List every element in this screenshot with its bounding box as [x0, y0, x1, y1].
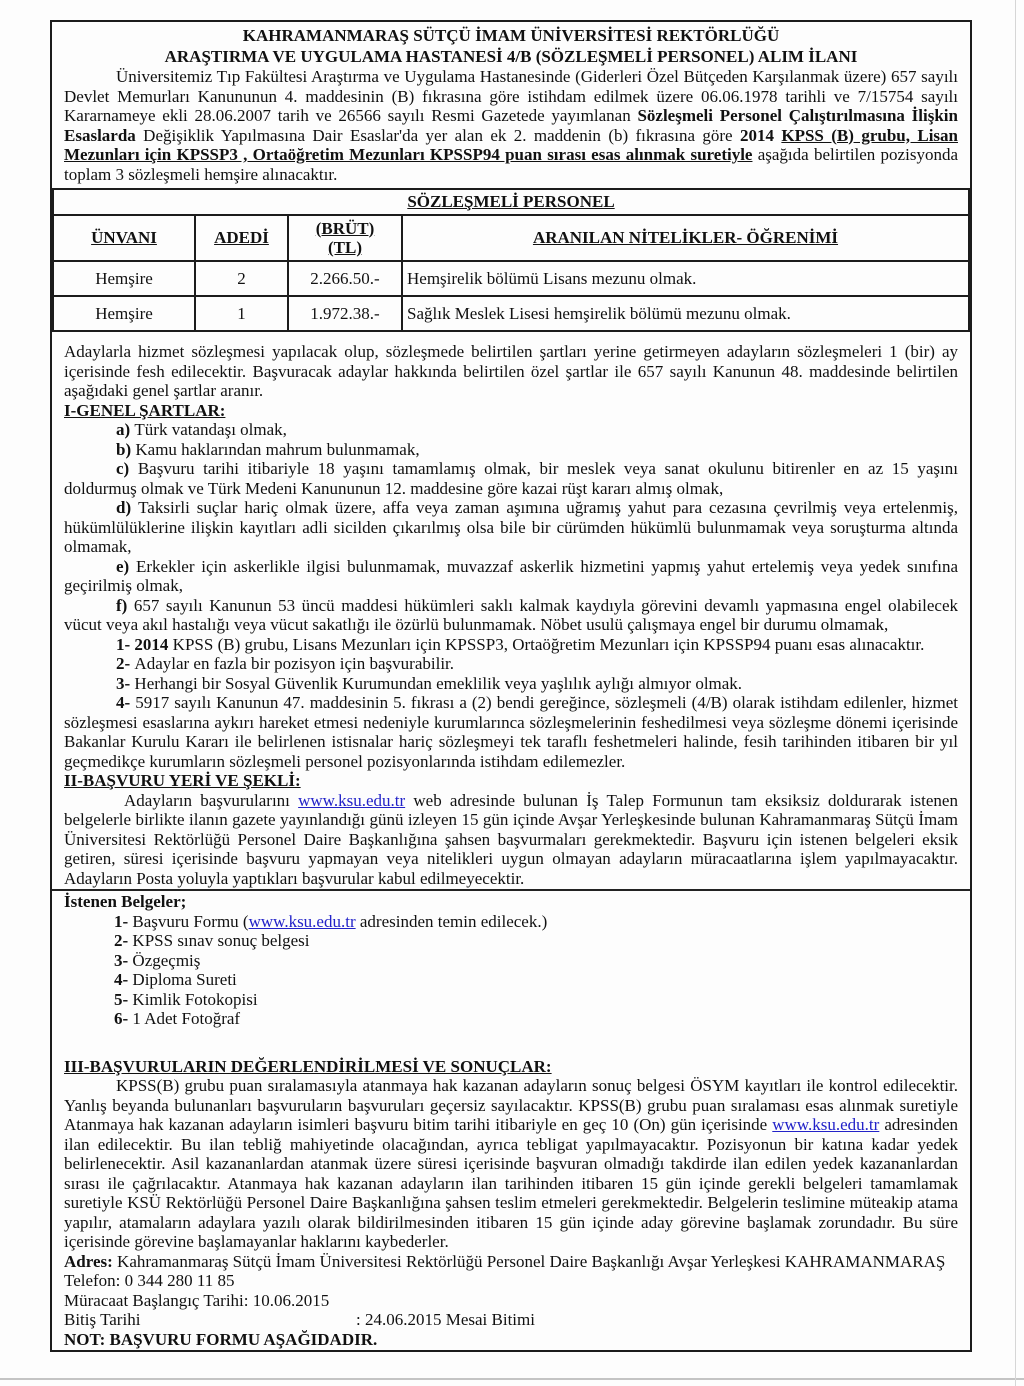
col-header-nitelikler: ARANILAN NİTELİKLER- ÖĞRENİMİ: [402, 215, 969, 261]
general-item-f: [64, 596, 958, 635]
personnel-table: [52, 188, 970, 332]
cell-requirement: Hemşirelik bölümü Lisans mezunu olmak.: [402, 261, 969, 296]
text-segment: Adres:: [64, 1251, 118, 1271]
text-segment: Türk vatandaşı olmak,: [134, 420, 287, 439]
document-item-2: [64, 931, 958, 951]
general-item-3: [64, 674, 958, 694]
general-item-c: [64, 459, 958, 498]
table-header-row: [53, 215, 969, 261]
text-segment: adresinden temin edilecek.): [355, 911, 548, 931]
application-paragraph: [64, 791, 958, 889]
text-segment: f): [116, 595, 134, 615]
text-segment: 5917 sayılı Kanunun 47. maddesinin 5. fıkrası a (2) bendi gereğince, sözleşmeli (4/B) olarak istihdam edilenler, hizmet sözleşmesi esaslarına aykırı hareket etmesi nedeniyle kurumlarınca sözleşmelerinin feshedilmesi veya sözleşme dönemi içerisinde Bakanlar Kurulu Kararı ile belirlenen istisnalar hariç sözleşmeyi tek taraflı feshetmeleri halinde, fesih tarihinden itibaren bir yıl geçmedikçe kurumların sözleşmeli personel pozisyonlarında istihdam edilemezler.: [64, 693, 958, 771]
doc-title-line2: ARAŞTIRMA VE UYGULAMA HASTANESİ 4/B (SÖZLEŞMELİ PERSONEL) ALIM İLANI: [164, 47, 858, 66]
text-segment: 1-: [114, 911, 133, 931]
text-segment: d): [116, 498, 139, 517]
col-header-brut: (BRÜT) (TL): [288, 215, 402, 261]
text-segment: 1 Adet Fotoğraf: [132, 1009, 241, 1028]
general-item-a: [64, 420, 958, 440]
text-segment: adresinden ilan edilecektir. Bu ilan tebliğ mahiyetinde olacağından, ayrıca tebligat yapılmayacaktır. Pozisyonun bir katına kadar yedek belirlenecektir. Asil kazananlardan atanmak üzere süresi içerisinde başvuran olmadığı takdirde ilan edilen yedek kazananlardan sırası ile çağrılacaktır. Atanmaya hak kazanan adayların ilan tarihinden itibaren 15 gün içinde gerekli belgeleri tamamlamak suretiyle KSÜ Rektörlüğü Personel Daire Başkanlığına şahsen teslim etmeleri gerekmektedir. Belgelerin teslimine müteakip atama yapılır, atamaların adaylara yazılı olarak bildirilmesinden itibaren 15 gün içinde aday görevine başlamak zorundadır. Bu süre içerisinde görevine başlamayanlar haklarını kaybederler.: [64, 1115, 958, 1251]
text-segment: 5-: [114, 989, 133, 1009]
address-line: [64, 1252, 958, 1272]
doc-title-line1: KAHRAMANMARAŞ SÜTÇÜ İMAM ÜNİVERSİTESİ REKTÖRLÜĞÜ: [242, 26, 780, 45]
section-heading-evaluation: III-BAŞVURULARIN DEĞERLENDİRİLMESİ VE SONUÇLAR:: [64, 1056, 552, 1076]
text-segment: 1- 2014: [116, 634, 173, 654]
text-segment: 4-: [114, 970, 133, 989]
text-segment: web adresinde bulunan İş Talep Formunun tam eksiksiz doldurarak istenen belgelerle birlikte ilanın gazete yayınlandığı günü izleyen 15 gün içinde Avşar Yerleşkesinde bulunan Kahramanmaraş Sütçü İmam Üniversitesi Rektörlüğü Personel Daire Başkanlığına şahsen başvurmaları gerekmektedir. Başvuru için istenen belgeleri eksik getiren, süresi içerisinde başvuru yapmayan veya nitelikleri uygun olmayan adayların müracaatlarına işlem yapılmayacaktır. Adayların Posta yoluyla yaptıkları başvurular kabul edilmeyecektir.: [64, 790, 958, 888]
cell-count: 1: [195, 296, 288, 331]
col-header-adedi: ADEDİ: [195, 215, 288, 261]
section-heading-application: II-BAŞVURU YERİ VE ŞEKLİ:: [64, 771, 301, 790]
cell-salary: 2.266.50.-: [288, 261, 402, 296]
text-segment: KPSS sınav sonuç belgesi: [132, 931, 310, 950]
document-item-1: [64, 912, 958, 932]
start-date-line: Müracaat Başlangıç Tarihi: 10.06.2015: [64, 1290, 330, 1310]
general-item-e: [64, 557, 958, 596]
scan-bottom-line: [0, 1378, 1024, 1380]
end-date-line: [64, 1310, 958, 1330]
general-item-1: [64, 635, 958, 655]
evaluation-paragraph: [64, 1076, 958, 1252]
announcement-document: [50, 20, 972, 1352]
cell-title: Hemşire: [53, 261, 195, 296]
contract-paragraph: Adaylarla hizmet sözleşmesi yapılacak olup, sözleşmede belirtilen şartları yerine getirmeyen adayların sözleşmeleri 1 (bir) ay içerisinde fesh edilecektir. Başvuracak adaylar hakkında belirtilen özel şartlar ile 657 sayılı Kanunun 48. maddesinde belirtilen aşağıdaki genel şartlar aranır.: [64, 342, 958, 400]
ksu-link[interactable]: www.ksu.edu.tr: [298, 790, 406, 810]
document-item-4: [64, 970, 958, 990]
table-caption: SÖZLEŞMELİ PERSONEL: [53, 189, 969, 215]
text-segment: Erkekler için askerlikle ilgisi bulunmamak, muvazzaf askerlik hizmetini yapmış yahut ertelemiş veya yedek sınıfına geçirilmiş olmak,: [64, 556, 958, 595]
table-caption-row: [53, 189, 969, 215]
text-segment: b): [116, 439, 136, 459]
text-segment: a): [116, 420, 135, 439]
note-line: NOT: BAŞVURU FORMU AŞAĞIDADIR.: [64, 1329, 378, 1349]
table-row: [53, 296, 969, 331]
text-segment: Sözleşmeli Personel Çalıştırılmasına İlişkin Esaslarda: [64, 106, 958, 145]
general-item-d: [64, 498, 958, 557]
phone-line: Telefon: 0 344 280 11 85: [64, 1271, 235, 1290]
text-segment: Herhangi bir Sosyal Güvenlik Kurumundan emeklilik veya yaşlılık aylığı almıyor olmak.: [134, 673, 743, 693]
cell-requirement: Sağlık Meslek Lisesi hemşirelik bölümü mezunu olmak.: [402, 296, 969, 331]
ksu-link[interactable]: www.ksu.edu.tr: [772, 1115, 880, 1134]
text-segment: 4-: [116, 693, 136, 712]
text-segment: KPSS(B) grubu puan sıralamasıyla atanmaya hak kazanan adayların sonuç belgesi ÖSYM kayıtları ile kontrol edilecektir. Yanlış beyanda bulunanları başvuruların başvuruları geçersiz sayılacaktır. KPSS(B) grubu puan sıralaması esas alınmak suretiyle Atanmaya hak kazanan adayların isimleri başvuru bitim tarihi itibariyle en geç 10 (On) gün içerisinde: [64, 1076, 958, 1134]
general-item-4: [64, 693, 958, 771]
text-segment: Taksirli suçlar hariç olmak üzere, affa veya zaman aşımına uğramış yahut para cezasına çevrilmiş veya ertelenmiş, hükümlülüklerine ilişkin kayıtları adli sicilden çıkarılmış olsa bile bir cürümden hükümlü bulunmamak veya soruşturma altında olmamak,: [64, 498, 958, 556]
text-segment: Kamu haklarından mahrum bulunmamak,: [135, 439, 420, 459]
text-segment: Başvuru Formu (: [132, 911, 249, 931]
text-segment: KPSS (B) grubu, Lisans Mezunları için KPSSP3, Ortaöğretim Mezunları için KPSSP94 puanı esas alınacaktır.: [172, 634, 925, 654]
cell-count: 2: [195, 261, 288, 296]
end-date-label: Bitiş Tarihi: [64, 1310, 141, 1329]
text-segment: c): [116, 459, 138, 478]
text-segment: Kahramanmaraş Sütçü İmam Üniversitesi Rektörlüğü Personel Daire Başkanlığı Avşar Yerleşkesi KAHRAMANMARAŞ: [117, 1251, 946, 1271]
ksu-link[interactable]: www.ksu.edu.tr: [248, 911, 356, 931]
section-divider-line: [52, 889, 970, 891]
text-segment: Değişiklik Yapılmasına Dair Esaslar'da yer alan ek 2. maddenin (b) fıkrasına göre: [135, 125, 740, 145]
cell-title: Hemşire: [53, 296, 195, 331]
intro-paragraph: [64, 67, 958, 184]
text-segment: Özgeçmiş: [132, 950, 201, 970]
text-segment: Üniversitemiz Tıp Fakültesi Araştırma ve Uygulama Hastanesinde (Giderleri Özel Bütçeden Karşılanmak üzere) 657 sayılı Devlet Memurları Kanununun 4. maddesinin (B) fıkrasına göre istihdam edilmek üzere 06.06.1978 tarihli ve 7/15754 sayılı Kararnameye ekli 28.06.2007 tarih ve 26566 sayılı Resmi Gazetede yayımlanan: [64, 67, 958, 125]
general-item-b: [64, 440, 958, 460]
document-item-5: [64, 990, 958, 1010]
text-segment: Adaylar en fazla bir pozisyon için başvurabilir.: [134, 654, 455, 673]
text-segment: 2-: [114, 931, 133, 950]
text-segment: 6-: [114, 1009, 133, 1028]
text-segment: Adayların başvurularını: [124, 790, 299, 810]
text-segment: e): [116, 556, 136, 576]
text-segment: 2014: [739, 125, 782, 145]
text-segment: aşağıda belirtilen pozisyonda toplam 3 sözleşmeli hemşire alınacaktır.: [64, 145, 958, 184]
text-segment: Kimlik Fotokopisi: [132, 989, 258, 1009]
text-segment: 3-: [114, 950, 133, 970]
text-segment: 2-: [116, 654, 135, 673]
cell-salary: 1.972.38.-: [288, 296, 402, 331]
end-date-value: : 24.06.2015 Mesai Bitimi: [356, 1310, 535, 1329]
text-segment: Diploma Sureti: [132, 970, 237, 989]
documents-heading: İstenen Belgeler;: [64, 892, 187, 911]
section-heading-general: I-GENEL ŞARTLAR:: [64, 400, 226, 420]
text-segment: 3-: [116, 673, 135, 693]
scan-page-edge: [1015, 0, 1016, 1386]
text-segment: Başvuru tarihi itibariyle 18 yaşını tamamlamış olmak, bir meslek veya sanat okulunu bitirenler en az 15 yaşını doldurmuş olmak ve Türk Medeni Kanununun 12. maddesine göre kazai rüşt kararı almış olmak,: [64, 459, 958, 498]
text-segment: 657 sayılı Kanunun 53 üncü maddesi hükümleri saklı kalmak kaydıyla görevini devamlı yapmasına engel olabilecek vücut veya akıl hastalığı veya vücut sakatlığı ile özürlü bulunmamak. Nöbet usulü çalışmaya engel bir durumu olmamak,: [64, 595, 958, 634]
table-row: [53, 261, 969, 296]
document-item-3: [64, 951, 958, 971]
col-header-unvani: ÜNVANI: [53, 215, 195, 261]
text-segment: KPSS (B) grubu, Lisan Mezunları için KPSSP3 , Ortaöğretim Mezunları KPSSP94 puan sırası esas alınmak suretiyle: [64, 125, 958, 164]
document-item-6: [64, 1009, 958, 1029]
general-item-2: [64, 654, 958, 674]
